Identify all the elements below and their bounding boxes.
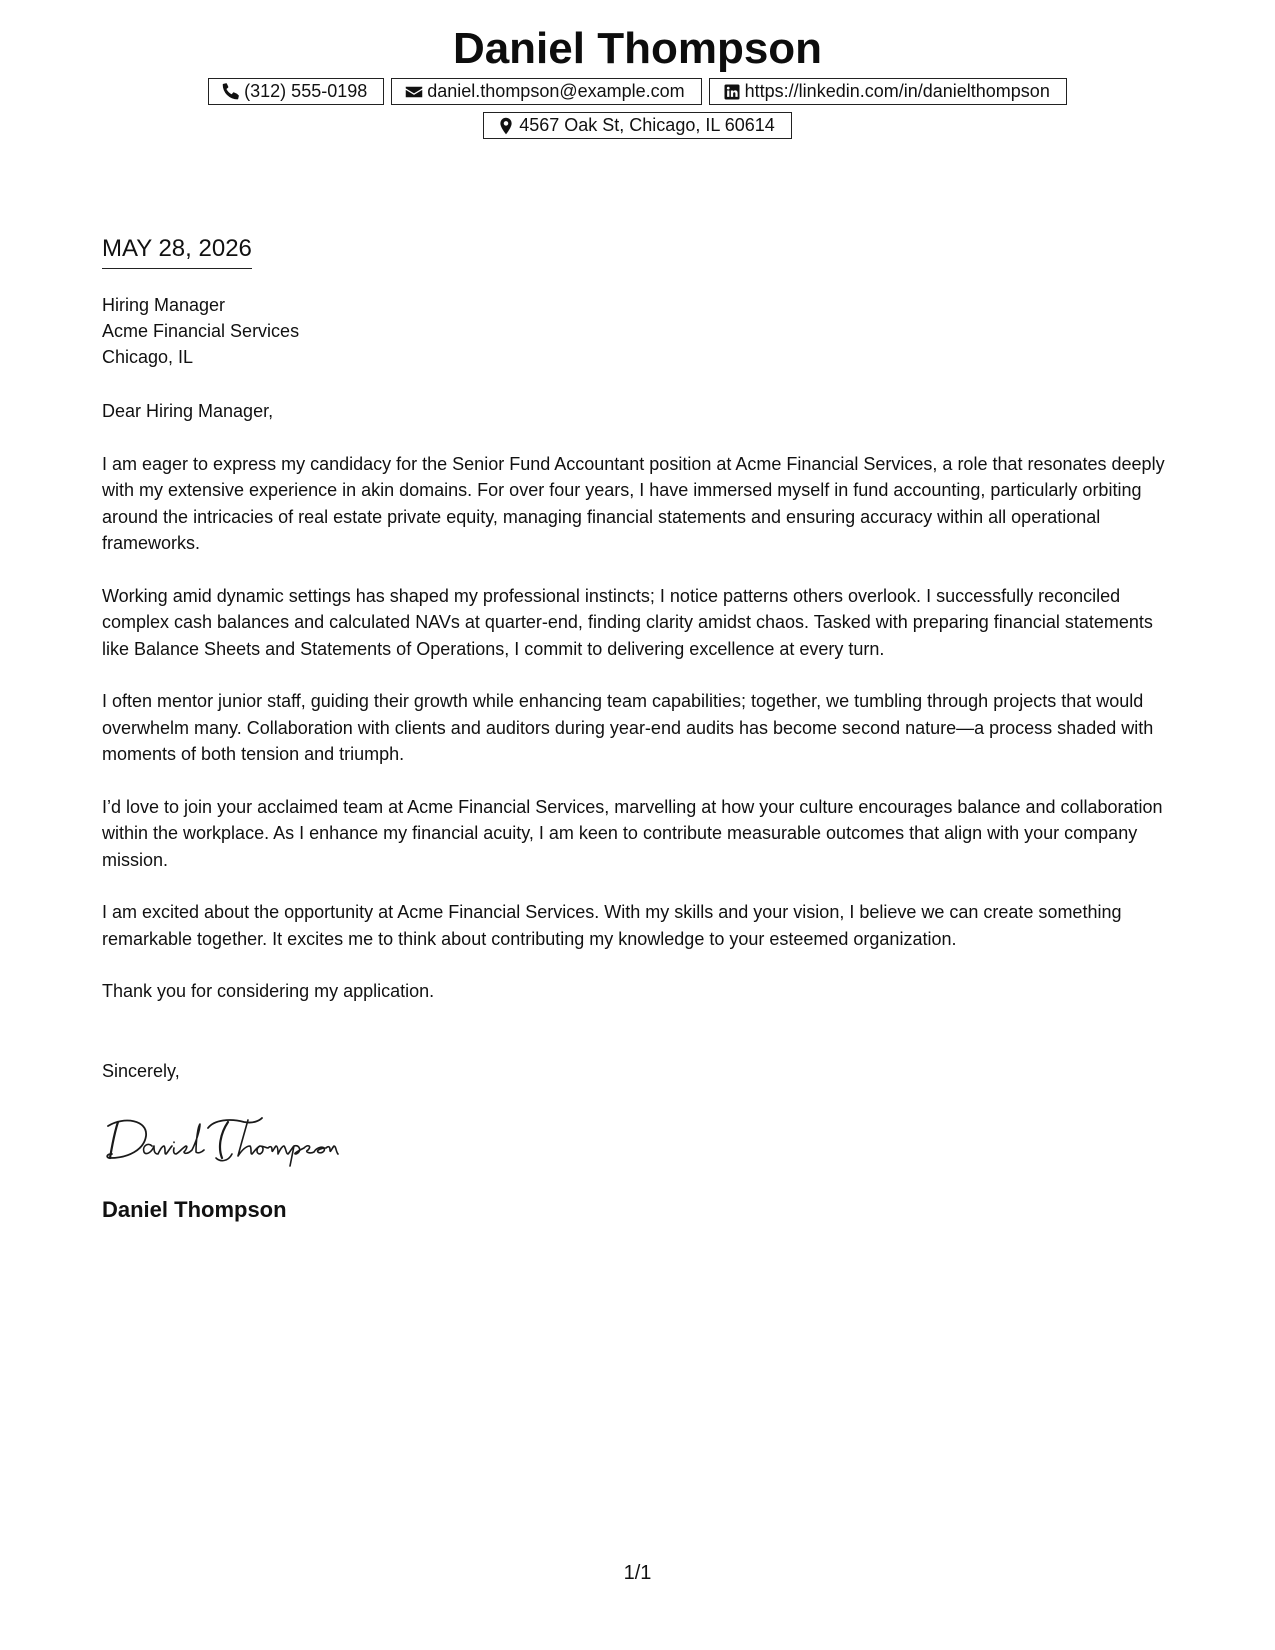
recipient-location: Chicago, IL [102, 347, 194, 367]
salutation: Dear Hiring Manager, [102, 401, 274, 421]
linkedin-link[interactable]: https://linkedin.com/in/danielthompson [744, 81, 1050, 101]
body-paragraph-5: I am excited about the opportunity at Acme Financial Services. With my skills and your vision, I believe we can create something remarkable together. It excites me to think about contributing my knowledge to your esteemed organization. [102, 902, 1122, 949]
contact-row [0, 78, 1275, 105]
phone-icon [222, 83, 240, 101]
letter-date: MAY 28, 2026 [102, 234, 252, 269]
map-marker-icon [497, 117, 515, 135]
body-paragraph-4: I’d love to join your acclaimed team at Acme Financial Services, marvelling at how your culture encourages balance and collaboration within the workplace. As I enhance my financial acuity, I am keen to contribute measurable outcomes that align with your company mission. [102, 796, 1163, 870]
email-link[interactable]: daniel.thompson@example.com [427, 81, 685, 101]
closing: Sincerely, [102, 1061, 180, 1081]
letter-body [102, 398, 1182, 1031]
email-box [391, 78, 701, 105]
body-paragraph-3: I often mentor junior staff, guiding their growth while enhancing team capabilities; together, we tumbling through projects that would overwhelm many. Collaboration with clients and auditors during year-end audits has become second nature—a process shaded with moments of both tension and triumph. [102, 691, 1154, 764]
recipient-company: Acme Financial Services [102, 321, 300, 341]
recipient-title: Hiring Manager [102, 295, 226, 315]
linkedin-icon [723, 83, 741, 101]
address-text: 4567 Oak St, Chicago, IL 60614 [519, 115, 775, 135]
phone-text: (312) 555-0198 [244, 81, 368, 101]
phone-box [208, 78, 384, 105]
body-paragraph-1: I am eager to express my candidacy for the Senior Fund Accountant position at Acme Financial Services, a role that resonates deeply with my extensive experience in akin domains. For over four years, I have immersed myself in fund accounting, particularly orbiting around the intricacies of real estate private equity, managing financial statements and ensuring accuracy within all operational frameworks. [102, 453, 1165, 553]
address-box [483, 112, 792, 139]
envelope-icon [405, 83, 423, 101]
signed-name: Daniel Thompson [102, 1197, 287, 1222]
page-number: 1/1 [623, 1562, 652, 1584]
recipient-block [102, 292, 299, 370]
linkedin-box [709, 78, 1067, 105]
letter-header [0, 20, 1275, 139]
applicant-name: Daniel Thompson [452, 24, 823, 73]
address-row [0, 112, 1275, 139]
body-paragraph-6: Thank you for considering my application. [102, 981, 435, 1001]
body-paragraph-2: Working amid dynamic settings has shaped my professional instincts; I notice patterns others overlook. I successfully reconciled complex cash balances and calculated NAVs at quarter-end, finding clarity amidst chaos. Tasked with preparing financial statements like Balance Sheets and Statements of Operations, I commit to delivering excellence at every turn. [102, 585, 1153, 659]
handwritten-signature [104, 1112, 374, 1168]
